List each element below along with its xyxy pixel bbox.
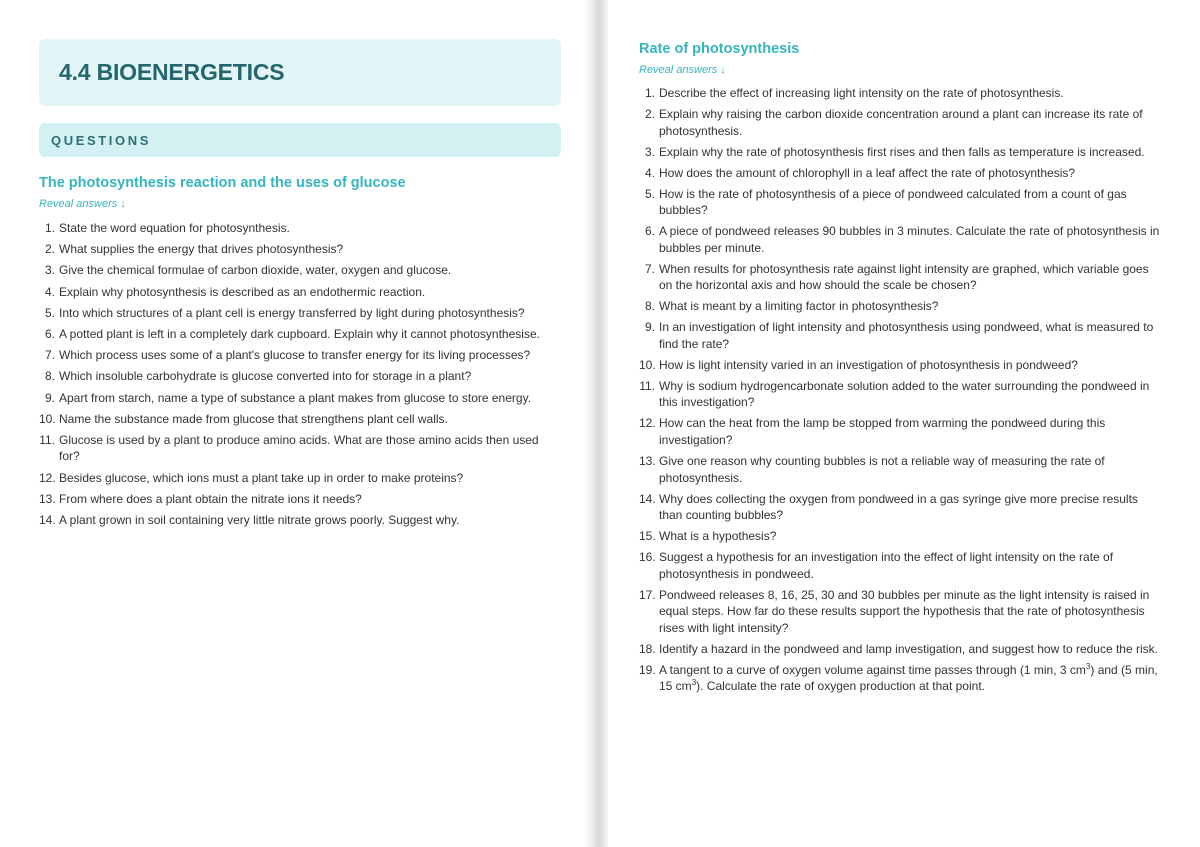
question-text: When results for photosynthesis rate against light intensity are graphed, which variable goes on the horizontal axis and how should the scale be chosen? [659,261,1149,293]
question-text: Besides glucose, which ions must a plant take up in order to make proteins? [59,470,464,485]
reveal-answers-label: Reveal answers [639,64,718,76]
question-text-part: ). Calculate the rate of oxygen production at that point. [696,679,985,694]
question-text: What is meant by a limiting factor in photosynthesis? [659,299,939,314]
question-text: Glucose is used by a plant to produce amino acids. What are those amino acids then used for? [59,432,539,464]
question-text: Which process uses some of a plant's glucose to transfer energy for its living processes? [59,348,531,363]
question-number: 3. [44,263,55,278]
question-number: 10. [39,411,56,426]
question-text: Explain why raising the carbon dioxide concentration around a plant can increase its rate of photosynthesis. [659,106,1143,138]
question-number: 11. [639,378,655,393]
book-gutter [584,0,610,847]
question-number: 2. [44,242,55,257]
list-item [39,491,561,508]
down-arrow-icon: ↓ [120,198,126,210]
list-item [639,106,1164,139]
question-number: 8. [644,299,655,314]
list-item [639,85,1164,102]
question-text: Why does collecting the oxygen from pondweed in a gas syringe give more precise results than counting bubbles? [659,491,1138,523]
list-item [39,470,561,487]
question-text: What supplies the energy that drives photosynthesis? [59,242,344,257]
list-item [39,390,561,407]
question-number: 13. [39,491,56,506]
question-text: Explain why the rate of photosynthesis first rises and then falls as temperature is increased. [659,144,1145,159]
question-number: 18. [639,641,656,656]
question-number: 14. [639,491,656,506]
reveal-answers-link-left[interactable] [39,198,126,210]
list-item [639,549,1164,582]
question-number: 9. [644,320,655,335]
question-text: A piece of pondweed releases 90 bubbles in 3 minutes. Calculate the rate of photosynthesis in bubbles per minute. [659,224,1160,255]
question-number: 7. [644,261,655,276]
question-text: Explain why photosynthesis is described as an endothermic reaction. [59,284,426,299]
list-item [639,223,1164,256]
question-text: Which insoluble carbohydrate is glucose converted into for storage in a plant? [59,369,472,384]
question-number: 7. [44,348,55,363]
question-list-right [639,85,1164,699]
question-text: From where does a plant obtain the nitrate ions it needs? [59,491,362,506]
question-number: 3. [644,144,655,159]
list-item [39,326,561,343]
question-text-part: A tangent to a curve of oxygen volume against time passes through (1 min, 3 cm [659,662,1086,677]
question-text: A plant grown in soil containing very little nitrate grows poorly. Suggest why. [59,513,460,528]
list-item [39,241,561,258]
question-number: 19. [639,662,656,677]
question-number: 5. [644,186,655,201]
list-item [39,262,561,279]
list-item [39,284,561,301]
question-text: In an investigation of light intensity and photosynthesis using pondweed, what is measured to find the rate? [659,320,1154,351]
question-text: How can the heat from the lamp be stopped from warming the pondweed during this investigation? [659,416,1106,447]
list-item [639,528,1164,545]
question-number: 12. [639,416,656,431]
question-number: 10. [639,357,656,372]
question-text-part: ) and (5 min, 15 cm [659,662,1158,694]
question-text: Give the chemical formulae of carbon dioxide, water, oxygen and glucose. [59,263,452,278]
down-arrow-icon: ↓ [720,64,726,76]
chapter-title: 4.4 BIOENERGETICS [59,59,285,85]
question-number: 8. [44,369,55,384]
question-number: 2. [644,106,655,121]
list-item [39,411,561,428]
question-number: 4. [644,165,655,180]
question-number: 12. [39,470,56,485]
question-number: 6. [644,224,655,239]
list-item [639,415,1164,448]
question-text: What is a hypothesis? [659,529,777,544]
question-number: 11. [39,432,55,447]
superscript: 3 [1085,661,1091,671]
question-number: 6. [44,326,55,341]
list-item [39,432,561,465]
list-item [639,357,1164,374]
list-item [639,378,1164,411]
question-number: 13. [639,453,656,468]
question-text: Why is sodium hydrogencarbonate solution added to the water surrounding the pondweed in this investigation? [659,378,1150,410]
question-text: Name the substance made from glucose that strengthens plant cell walls. [59,411,448,426]
question-text: How is light intensity varied in an investigation of photosynthesis in pondweed? [659,357,1078,372]
list-item [639,453,1164,486]
section-heading-rate: Rate of photosynthesis [639,41,800,57]
list-item [639,641,1164,658]
questions-label: QUESTIONS [51,133,151,148]
question-number: 1. [44,221,55,235]
question-text: Into which structures of a plant cell is energy transferred by light during photosynthesis? [59,305,525,320]
reveal-answers-link-right[interactable] [639,64,726,76]
questions-banner [39,123,561,157]
question-text: Apart from starch, name a type of substance a plant makes from glucose to store energy. [59,390,532,405]
question-text: State the word equation for photosynthesis. [59,221,290,235]
list-item [639,662,1164,695]
list-item [39,368,561,385]
list-item [639,261,1164,294]
list-item [39,305,561,322]
list-item [639,491,1164,524]
question-text: Describe the effect of increasing light intensity on the rate of photosynthesis. [659,86,1064,100]
question-number: 14. [39,513,56,528]
question-text: Pondweed releases 8, 16, 25, 30 and 30 bubbles per minute as the light intensity is raised in equal steps. How far do these results support the hypothesis that the rate of photosynthesis rises with light intensity? [659,587,1150,635]
list-item [639,319,1164,352]
question-text: How is the rate of photosynthesis of a piece of pondweed calculated from a count of gas bubbles? [659,186,1127,218]
list-item [39,347,561,364]
reveal-answers-label: Reveal answers [39,198,118,210]
list-item [639,186,1164,219]
list-item [39,512,561,529]
question-text: Identify a hazard in the pondweed and lamp investigation, and suggest how to reduce the risk. [659,641,1158,656]
question-list-left [39,220,561,533]
section-heading-glucose: The photosynthesis reaction and the uses of glucose [39,175,406,191]
list-item [639,165,1164,182]
question-text: Give one reason why counting bubbles is not a reliable way of measuring the rate of photosynthesis. [659,453,1105,485]
question-text: Suggest a hypothesis for an investigation into the effect of light intensity on the rate of photosynthesis in pondweed. [659,550,1114,581]
chapter-title-box [39,39,561,106]
question-text: How does the amount of chlorophyll in a leaf affect the rate of photosynthesis? [659,165,1076,180]
superscript: 3 [691,678,697,688]
list-item [639,298,1164,315]
question-number: 9. [44,390,55,405]
question-number: 15. [639,529,656,544]
question-number: 4. [44,284,55,299]
question-text: A potted plant is left in a completely dark cupboard. Explain why it cannot photosynthesise. [59,326,540,341]
question-number: 1. [644,86,655,100]
list-item [39,220,561,237]
question-number: 16. [639,550,656,565]
list-item [639,144,1164,161]
list-item [639,587,1164,637]
question-number: 17. [639,587,656,602]
left-page [0,0,592,847]
question-number: 5. [44,305,55,320]
